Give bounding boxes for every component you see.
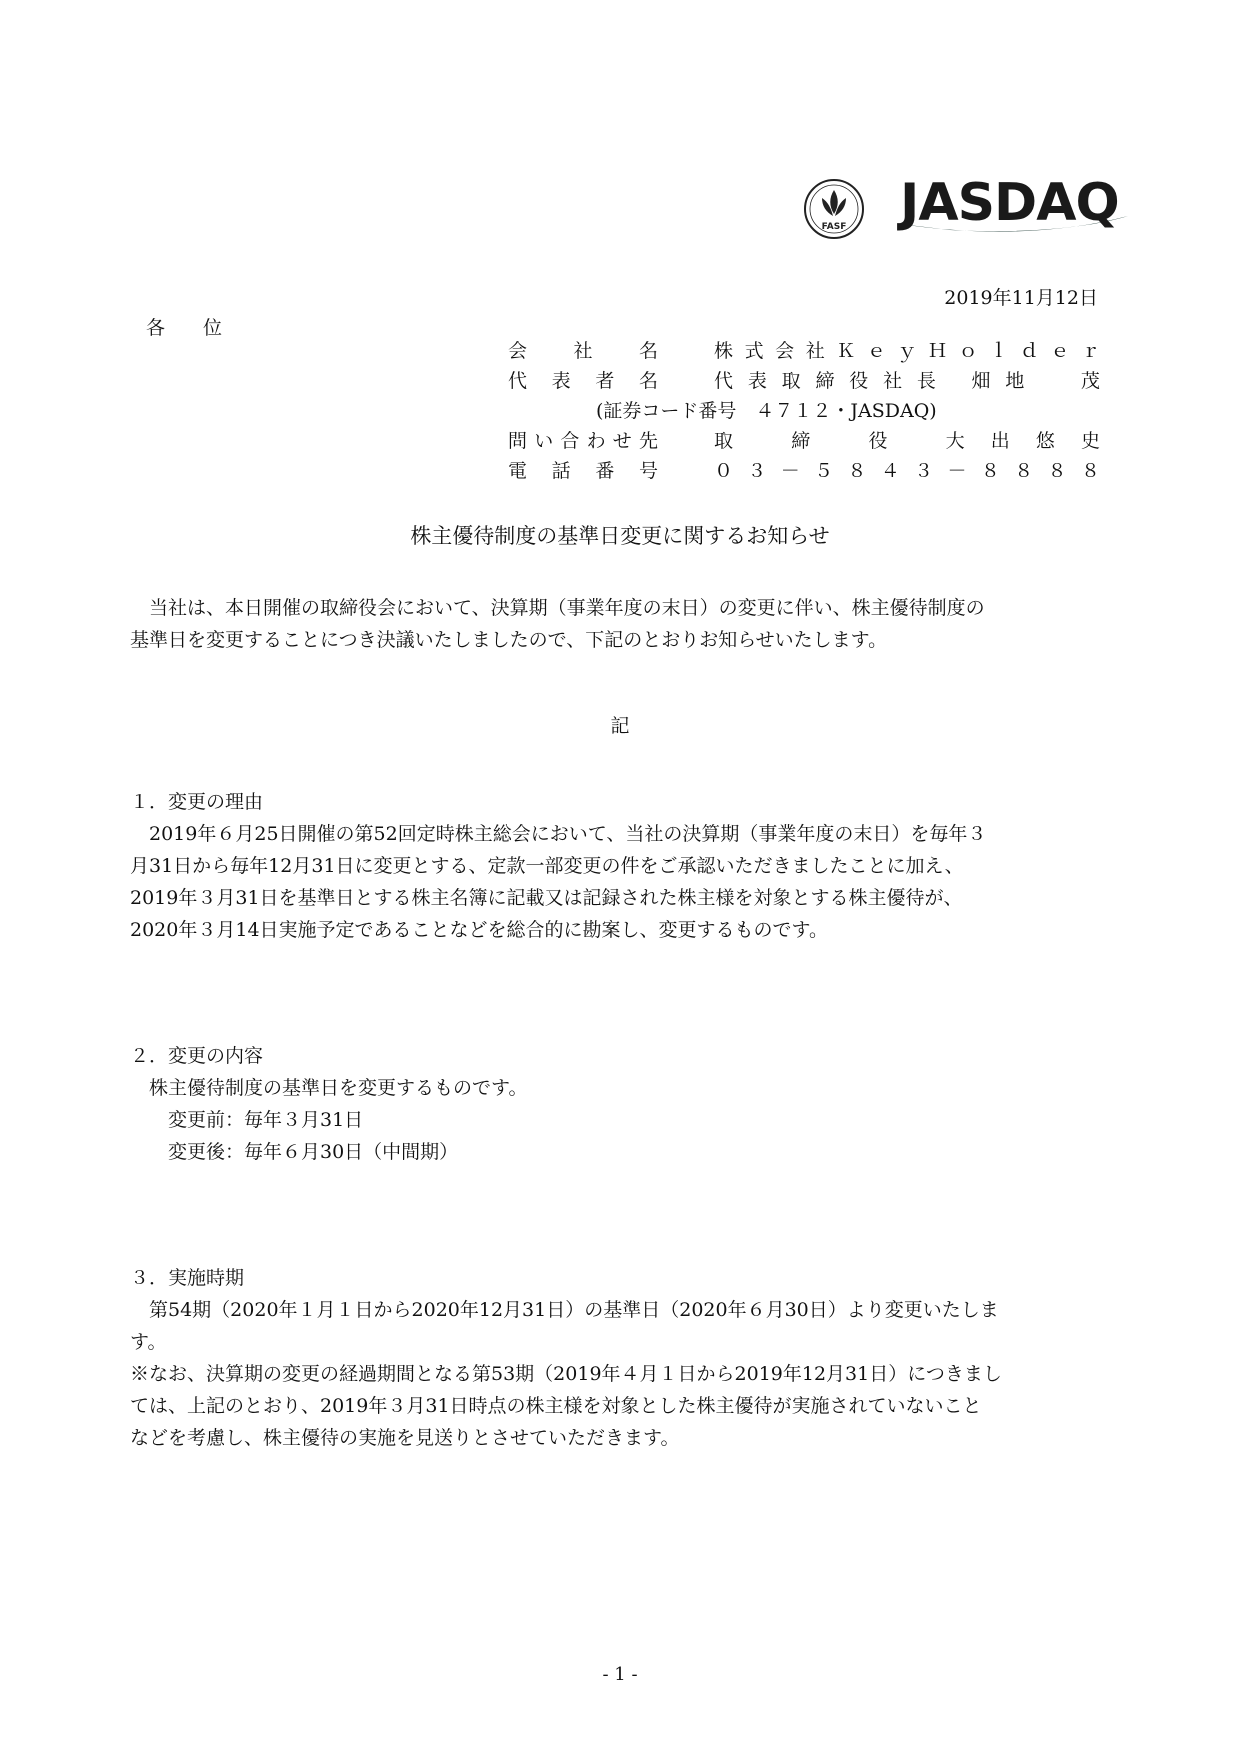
phone-label (508, 456, 658, 483)
representative-value-char: 締 (815, 370, 835, 392)
company-value-char: ｏ (958, 340, 978, 362)
representative-value-char: 役 (849, 370, 869, 392)
phone-value-char: ５ (814, 460, 834, 482)
representative-value (714, 366, 1100, 393)
section-line: 2020年３月14日実施予定であることなどを総合的に勘案し、変更するものです。 (130, 919, 829, 941)
contact-value-char: 出 (990, 430, 1010, 452)
section-line: などを考慮し、株主優待の実施を見送りとさせていただきます。 (130, 1427, 680, 1449)
section-line: 2019年６月25日開催の第52回定時株主総会において、当社の決算期（事業年度の末日）を毎年３ (130, 823, 987, 845)
representative-value-char (1060, 366, 1066, 393)
section-timing (130, 1262, 1115, 1454)
contact-label-char: い (534, 430, 554, 452)
representative-value-char (951, 366, 957, 393)
phone-value-char: ３ (747, 460, 767, 482)
phone-label-char: 号 (638, 460, 658, 482)
contact-value-char: 大 (945, 430, 965, 452)
contact-value (714, 426, 1100, 453)
intro-line: 基準日を変更することにつき決議いたしましたので、下記のとおりお知らせいたします。 (130, 629, 888, 651)
company-value-char: 株 (714, 340, 734, 362)
representative-label: 代 表 者 名 (508, 370, 658, 392)
representative-value-char: 長 (916, 370, 936, 392)
contact-label-char: せ (612, 430, 632, 452)
contact-value-char: 締 (791, 430, 811, 452)
representative-value-char: 取 (781, 370, 801, 392)
contact-label-char: 問 (508, 430, 528, 452)
phone-value-char: ８ (1014, 460, 1034, 482)
contact-value-char: 悠 (1035, 430, 1055, 452)
representative-value-char: 代 (714, 370, 734, 392)
section-reason (130, 786, 1115, 946)
representative-value-char (1039, 366, 1045, 393)
phone-label-char: 番 (595, 460, 615, 482)
section-line: 2019年３月31日を基準日とする株主名簿に記載又は記録された株主様を対象とする株主優待が、 (130, 887, 963, 909)
contact-row (508, 426, 1100, 458)
contact-value-char (914, 426, 920, 453)
representative-value-char: 社 (883, 370, 903, 392)
document-date: 2019年11月12日 (944, 287, 1098, 309)
contact-value-char: 取 (714, 430, 734, 452)
phone-value-char: － (780, 460, 800, 482)
intro-paragraph (130, 592, 1115, 656)
company-value-char: Ｈ (928, 340, 948, 362)
intro-line: 当社は、本日開催の取締役会において、決算期（事業年度の末日）の変更に伴い、株主優待制度の (130, 597, 985, 619)
phone-value-char: ８ (1047, 460, 1067, 482)
section-heading: ２．変更の内容 (130, 1045, 264, 1067)
addressee: 各 位 (146, 317, 223, 339)
phone-label-char: 電 (508, 460, 528, 482)
section-line: ※なお、決算期の変更の経過期間となる第53期（2019年４月１日から2019年12月31日）につきまし (130, 1363, 1002, 1385)
phone-value-char: ８ (980, 460, 1000, 482)
section-heading: １．変更の理由 (130, 791, 264, 813)
representative-value-char: 地 (1005, 370, 1025, 392)
contact-value-char (836, 426, 842, 453)
phone-row (508, 456, 1100, 488)
company-value-char: Ｋ (836, 340, 856, 362)
representative-value-char: 畑 (971, 370, 991, 392)
company-value-char: ｅ (866, 340, 886, 362)
company-value-char: ｒ (1080, 340, 1100, 362)
contact-label-char: 先 (638, 430, 658, 452)
contact-label-char: 合 (560, 430, 580, 452)
stock-code-note: (証券コード番号 ４７１２・JASDAQ) (596, 400, 937, 422)
section-line: 第54期（2020年１月１日から2020年12月31日）の基準日（2020年６月30日）より変更いたしま (130, 1299, 999, 1321)
phone-value-char: ４ (880, 460, 900, 482)
stock-code-row (508, 396, 1100, 428)
seal-text: FASF (821, 222, 847, 232)
section-line: 変更前：毎年３月31日 (130, 1109, 364, 1131)
page-number: - 1 - (602, 1664, 638, 1685)
phone-value-char: － (947, 460, 967, 482)
representative-value-char: 表 (747, 370, 767, 392)
company-value (714, 336, 1100, 363)
company-value-char: 式 (744, 340, 764, 362)
section-heading: ３．実施時期 (130, 1267, 245, 1289)
representative-row (508, 366, 1100, 398)
section-line: 株主優待制度の基準日を変更するものです。 (130, 1077, 528, 1099)
section-line: 変更後：毎年６月30日（中間期） (130, 1141, 459, 1163)
section-content (130, 1040, 1115, 1168)
section-line: 月31日から毎年12月31日に変更とする、定款一部変更の件をご承認いただきましたことに加え、 (130, 855, 964, 877)
phone-label-char: 話 (551, 460, 571, 482)
company-value-char: ｙ (897, 340, 917, 362)
document-title: 株主優待制度の基準日変更に関するお知らせ (410, 524, 830, 548)
phone-value-char: ８ (847, 460, 867, 482)
company-value-char: 社 (805, 340, 825, 362)
representative-value-char: 茂 (1080, 370, 1100, 392)
company-label: 会 社 名 (508, 340, 658, 362)
contact-value-char (759, 426, 765, 453)
contact-label (508, 426, 658, 453)
company-value-char: 会 (775, 340, 795, 362)
contact-label-char: わ (586, 430, 606, 452)
company-value-char: ｅ (1050, 340, 1070, 362)
jasdaq-brand-text: JASDAQ (900, 173, 1119, 233)
section-line: す。 (130, 1331, 167, 1353)
ki-heading: 記 (610, 715, 630, 737)
phone-value (714, 456, 1100, 483)
section-line: ては、上記のとおり、2019年３月31日時点の株主様を対象とした株主優待が実施されていないこと (130, 1395, 982, 1417)
phone-value-char: ０ (714, 460, 734, 482)
contact-value-char: 役 (868, 430, 888, 452)
contact-value-char: 史 (1080, 430, 1100, 452)
company-value-char: ｄ (1019, 340, 1039, 362)
company-value-char: ｌ (989, 340, 1009, 362)
phone-value-char: ３ (914, 460, 934, 482)
phone-value-char: ８ (1080, 460, 1100, 482)
company-row (508, 336, 1100, 368)
